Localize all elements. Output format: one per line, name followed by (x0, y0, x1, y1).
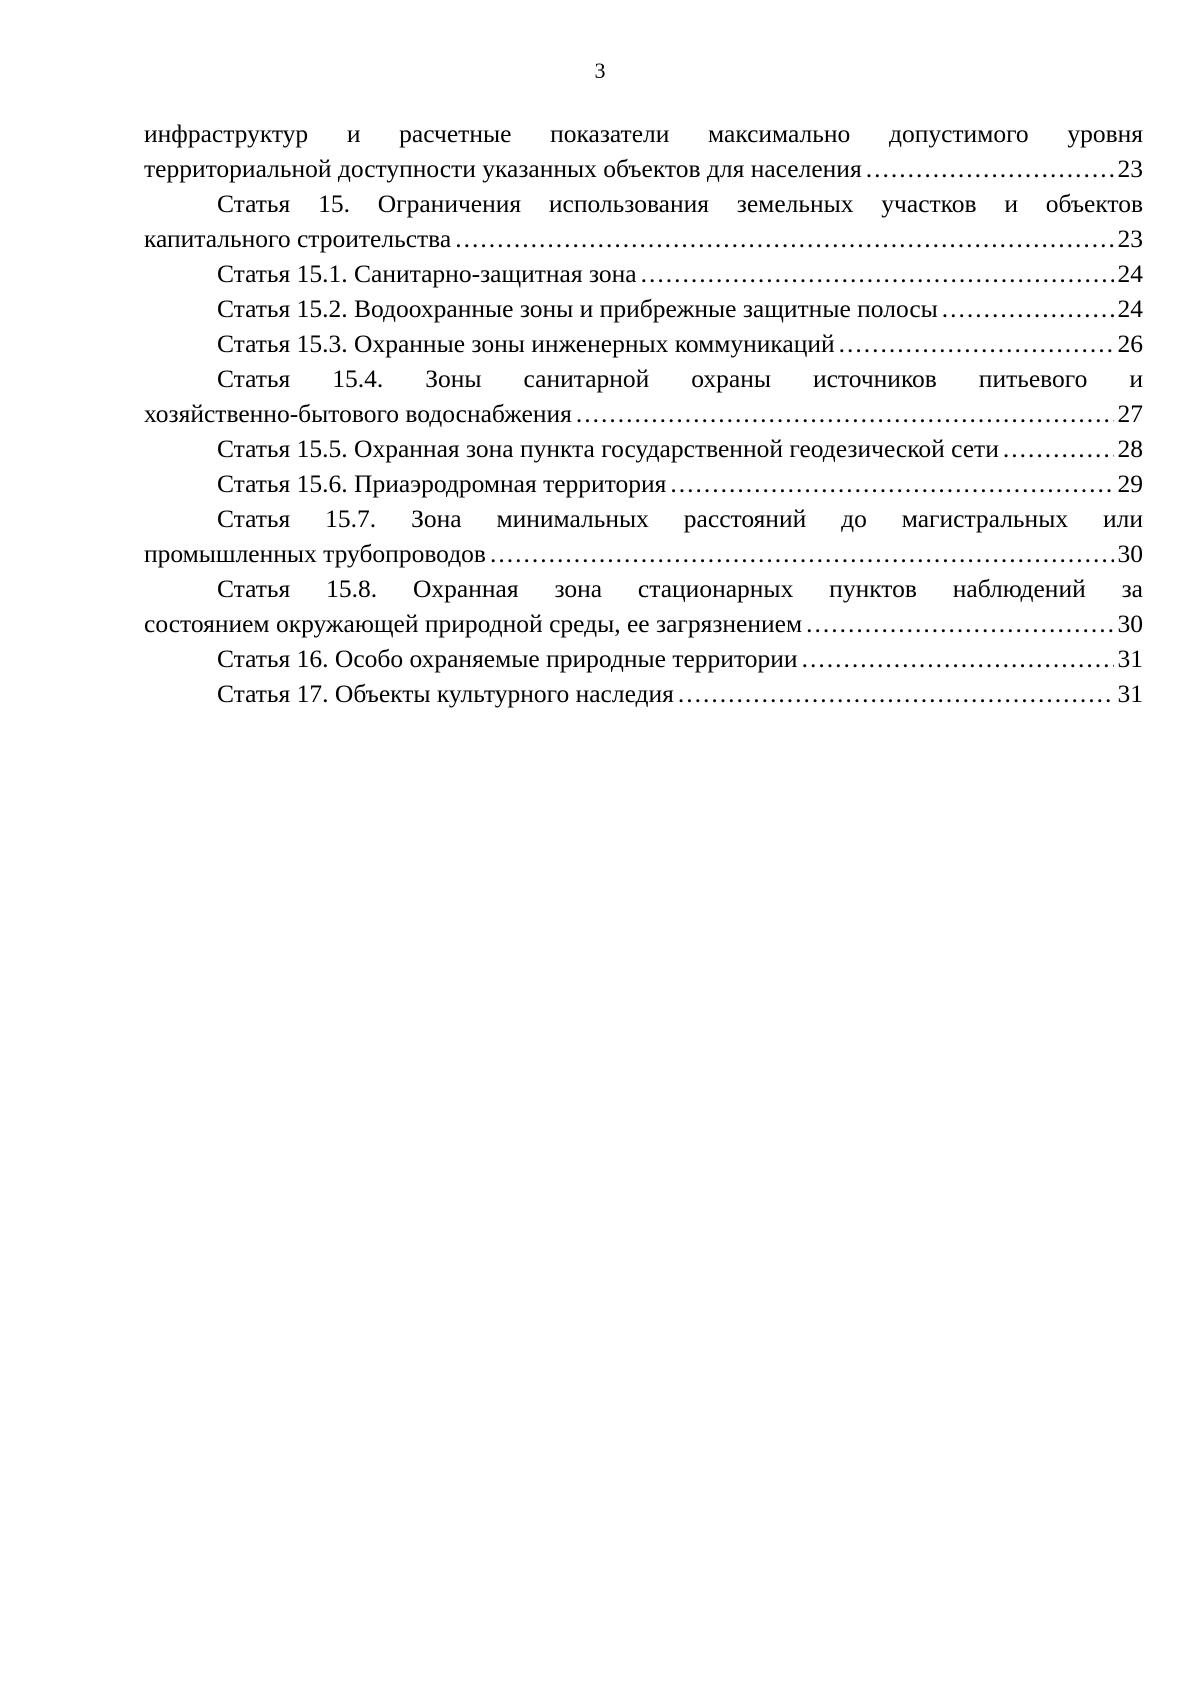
toc-entry-title: состоянием окружающей природной среды, ее загрязнением (144, 609, 803, 638)
toc-page-number: 31 (1117, 679, 1143, 708)
toc-dot-leader (678, 676, 1114, 711)
toc-entry (144, 641, 1143, 676)
toc-entry (144, 466, 1143, 501)
toc-page-number: 23 (1117, 224, 1143, 253)
table-of-contents (144, 116, 1143, 711)
toc-entry-last-line (144, 396, 1143, 431)
toc-entry-line: Статья 15.7. Зона минимальных расстояний до магистральных или (217, 504, 1143, 533)
toc-entry-line: Статья 15.4. Зоны санитарной охраны источников питьевого и (217, 364, 1143, 393)
toc-dot-leader (866, 151, 1114, 186)
toc-entry-title: капитального строительства (144, 224, 452, 253)
toc-dot-leader (490, 536, 1114, 571)
toc-entry-last-line (144, 676, 1143, 711)
toc-entry (144, 256, 1143, 291)
toc-page-number: 30 (1117, 609, 1143, 638)
toc-page-number: 26 (1117, 329, 1143, 358)
toc-dot-leader (802, 641, 1114, 676)
toc-entry-last-line (144, 151, 1143, 186)
toc-dot-leader (806, 606, 1113, 641)
toc-entry-title: Статья 15.6. Приаэродромная территория (217, 469, 667, 498)
toc-entry-line: инфраструктур и расчетные показатели максимально допустимого уровня (144, 119, 1143, 148)
toc-entry (144, 291, 1143, 326)
toc-entry-title: Статья 15.1. Санитарно-защитная зона (217, 259, 637, 288)
toc-entry (144, 116, 1143, 186)
toc-entry-last-line (144, 256, 1143, 291)
toc-entry-last-line (144, 431, 1143, 466)
toc-entry (144, 501, 1143, 571)
toc-entry-last-line (144, 466, 1143, 501)
toc-entry-title: территориальной доступности указанных объектов для населения (144, 154, 862, 183)
toc-page-number: 24 (1117, 259, 1143, 288)
toc-page-number: 27 (1117, 399, 1143, 428)
toc-page-number: 29 (1117, 469, 1143, 498)
toc-dot-leader (641, 256, 1114, 291)
toc-dot-leader (839, 326, 1114, 361)
toc-entry (144, 431, 1143, 466)
toc-page-number: 24 (1117, 294, 1143, 323)
toc-entry-last-line (144, 291, 1143, 326)
toc-entry-last-line (144, 641, 1143, 676)
toc-entry (144, 676, 1143, 711)
toc-entry-title: Статья 15.5. Охранная зона пункта государственной геодезической сети (217, 434, 999, 463)
toc-page-number: 28 (1117, 434, 1143, 463)
toc-entry (144, 326, 1143, 361)
toc-dot-leader (1003, 431, 1114, 466)
toc-entry-title: хозяйственно-бытового водоснабжения (144, 399, 572, 428)
toc-entry-title: Статья 15.2. Водоохранные зоны и прибрежные защитные полосы (217, 294, 938, 323)
toc-dot-leader (942, 291, 1114, 326)
toc-page-number: 23 (1117, 154, 1143, 183)
toc-entry (144, 361, 1143, 431)
toc-page-number: 31 (1117, 644, 1143, 673)
toc-entry-last-line (144, 606, 1143, 641)
toc-entry-line: Статья 15.8. Охранная зона стационарных пунктов наблюдений за (217, 574, 1143, 603)
toc-entry-last-line (144, 326, 1143, 361)
toc-entry-last-line (144, 221, 1143, 256)
toc-entry-title: Статья 17. Объекты культурного наследия (217, 679, 674, 708)
toc-dot-leader (455, 221, 1113, 256)
toc-entry-line: Статья 15. Ограничения использования земельных участков и объектов (217, 189, 1143, 218)
toc-entry (144, 186, 1143, 256)
toc-page-number: 30 (1117, 539, 1143, 568)
toc-dot-leader (576, 396, 1114, 431)
page-number: 3 (594, 58, 606, 83)
toc-entry-last-line (144, 536, 1143, 571)
toc-entry-title: Статья 16. Особо охраняемые природные территории (217, 644, 798, 673)
toc-dot-leader (670, 466, 1113, 501)
toc-entry (144, 571, 1143, 641)
toc-entry-title: промышленных трубопроводов (144, 539, 486, 568)
toc-entry-title: Статья 15.3. Охранные зоны инженерных коммуникаций (217, 329, 835, 358)
